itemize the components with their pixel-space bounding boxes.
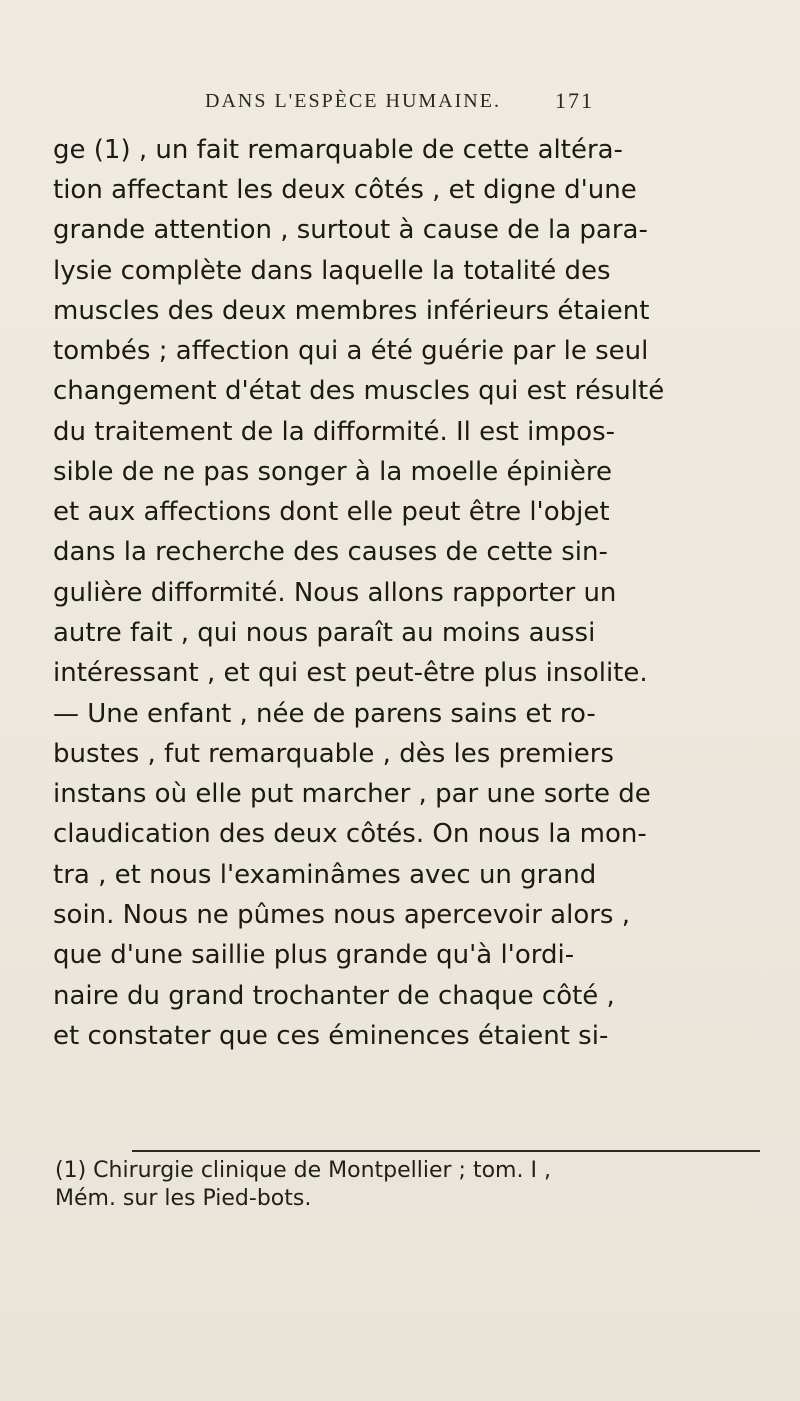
text-line: changement d'état des muscles qui est résulté bbox=[53, 376, 665, 406]
text-line: ge (1) , un fait remarquable de cette altéra- bbox=[53, 135, 623, 165]
text-line: tion affectant les deux côtés , et digne d'une bbox=[53, 175, 637, 205]
text-line: grande attention , surtout à cause de la para- bbox=[53, 215, 648, 245]
running-title: DANS L'ESPÈCE HUMAINE. bbox=[205, 90, 501, 112]
text-line: autre fait , qui nous paraît au moins aussi bbox=[53, 618, 596, 648]
footnote-line: (1) Chirurgie clinique de Montpellier ; tom. I , bbox=[55, 1158, 551, 1183]
text-line: naire du grand trochanter de chaque côté , bbox=[53, 981, 615, 1011]
text-line: dans la recherche des causes de cette sin- bbox=[53, 537, 608, 567]
text-line: bustes , fut remarquable , dès les premiers bbox=[53, 739, 614, 769]
text-line: gulière difformité. Nous allons rapporter un bbox=[53, 578, 617, 608]
text-line: instans où elle put marcher , par une sorte de bbox=[53, 779, 651, 809]
text-line: et aux affections dont elle peut être l'objet bbox=[53, 497, 610, 527]
text-line: et constater que ces éminences étaient si- bbox=[53, 1021, 609, 1051]
text-line: tra , et nous l'examinâmes avec un grand bbox=[53, 860, 597, 890]
text-line: lysie complète dans laquelle la totalité des bbox=[53, 256, 611, 286]
text-line: intéressant , et qui est peut-être plus insolite. bbox=[53, 658, 648, 688]
page-number: 171 bbox=[555, 88, 594, 113]
text-line: tombés ; affection qui a été guérie par le seul bbox=[53, 336, 649, 366]
text-line: claudication des deux côtés. On nous la mon- bbox=[53, 819, 647, 849]
text-line: que d'une saillie plus grande qu'à l'ordi- bbox=[53, 940, 575, 970]
text-line: — Une enfant , née de parens sains et ro- bbox=[53, 699, 596, 729]
text-line: muscles des deux membres inférieurs étaient bbox=[53, 296, 650, 326]
footnote-line: Mém. sur les Pied-bots. bbox=[55, 1186, 312, 1211]
text-line: du traitement de la difformité. Il est impos- bbox=[53, 417, 616, 447]
text-line: sible de ne pas songer à la moelle épinière bbox=[53, 457, 612, 487]
text-line: soin. Nous ne pûmes nous apercevoir alors , bbox=[53, 900, 631, 930]
footnote-divider bbox=[132, 1150, 760, 1152]
